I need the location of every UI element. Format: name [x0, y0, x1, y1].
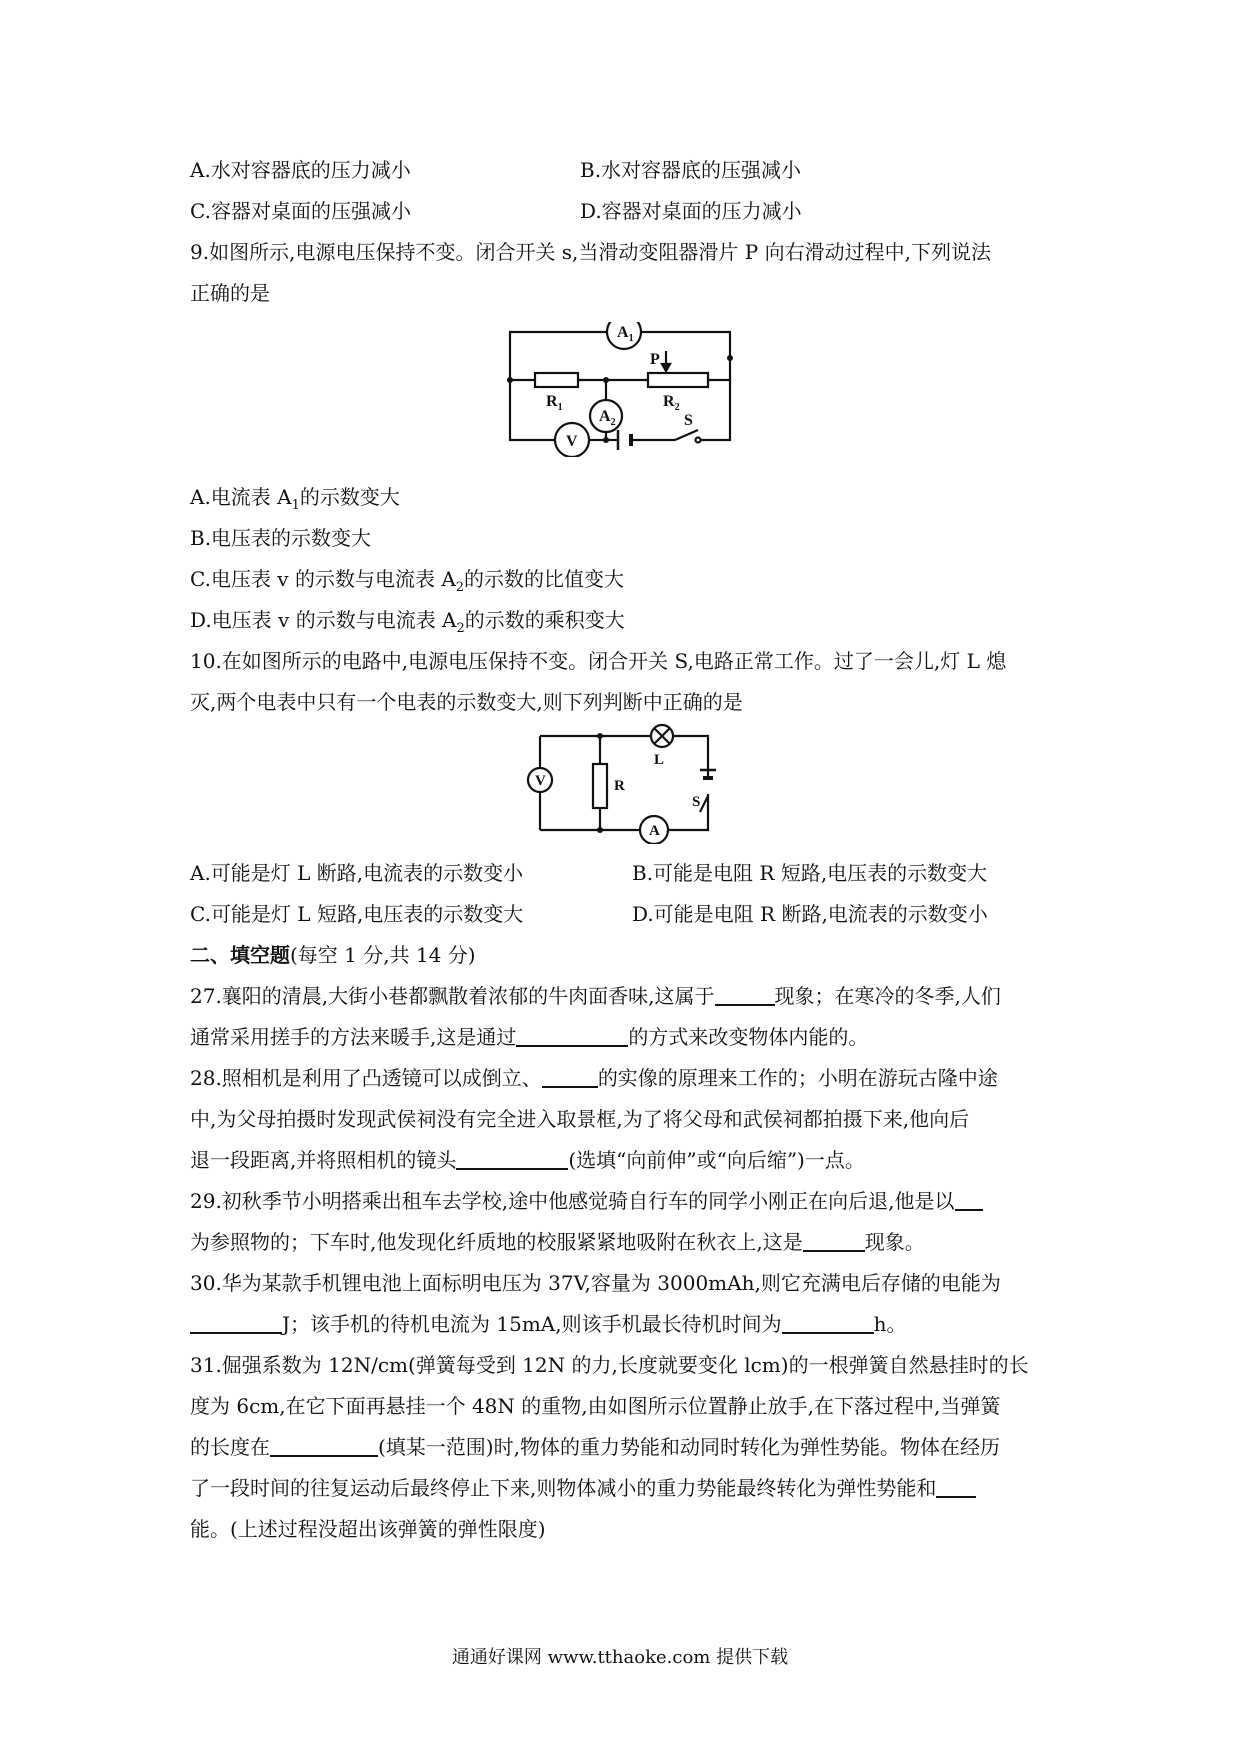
- q8-option-c: C.容器对桌面的压强减小: [190, 199, 411, 223]
- q28-line3: 退一段距离,并将照相机的镜头 (选填“向前伸”或“向后缩”)一点。: [190, 1148, 865, 1172]
- q10-stem-line2: 灭,两个电表中只有一个电表的示数变大,则下列判断中正确的是: [190, 690, 743, 714]
- q31-line5: 能。(上述过程没超出该弹簧的弹性限度): [190, 1517, 546, 1541]
- q9-stem-line1: 9.如图所示,电源电压保持不变。闭合开关 s,当滑动变阻器滑片 P 向右滑动过程中,下列说法: [190, 240, 991, 264]
- q10-option-b: B.可能是电阻 R 短路,电压表的示数变大: [632, 861, 988, 885]
- a1-label: $A_1$: [617, 324, 634, 344]
- answer-blank[interactable]: [542, 1066, 598, 1088]
- r-label: R: [614, 778, 625, 794]
- answer-blank[interactable]: [516, 1025, 628, 1047]
- answer-blank[interactable]: [456, 1148, 568, 1170]
- s-label: S: [684, 412, 693, 429]
- q10-circuit-diagram: [520, 722, 720, 844]
- l-label: L: [654, 752, 665, 768]
- answer-blank[interactable]: [270, 1435, 378, 1457]
- answer-blank[interactable]: [936, 1476, 976, 1498]
- answer-blank[interactable]: [782, 1312, 874, 1334]
- r2-label: $R_2$: [663, 393, 680, 413]
- a-label: A: [649, 823, 660, 839]
- answer-blank[interactable]: [715, 984, 775, 1006]
- q9-option-c: C.电压表 v 的示数与电流表 $A_2$的示数的比值变大: [190, 567, 625, 595]
- q10-stem-line1: 10.在如图所示的电路中,电源电压保持不变。闭合开关 S,电路正常工作。过了一会儿,灯 L 熄: [190, 649, 1007, 673]
- r1-resistor: [535, 373, 578, 387]
- q9-option-b: B.电压表的示数变大: [190, 526, 372, 550]
- q9-option-a: A.电流表 $A_1$的示数变大: [190, 485, 400, 513]
- q28-line1: 28.照相机是利用了凸透镜可以成倒立、 的实像的原理来工作的；小明在游玩古隆中途: [190, 1066, 998, 1090]
- q10-option-c: C.可能是灯 L 短路,电压表的示数变大: [190, 902, 524, 926]
- q8-option-a: A.水对容器底的压力减小: [190, 158, 411, 182]
- p-label: P: [650, 351, 660, 368]
- a2-label: $A_2$: [599, 408, 616, 428]
- q8-option-b: B.水对容器底的压强减小: [580, 158, 802, 182]
- resistor-r: [593, 764, 607, 808]
- r2-rheostat: [648, 373, 708, 387]
- q10-option-a: A.可能是灯 L 断路,电流表的示数变小: [190, 861, 524, 885]
- q31-line3: 的长度在 (填某一范围)时,物体的重力势能和动同时转化为弹性势能。物体在经历: [190, 1435, 1000, 1459]
- q8-option-d: D.容器对桌面的压力减小: [580, 199, 802, 223]
- q31-line2: 度为 6cm,在它下面再悬挂一个 48N 的重物,由如图所示位置静止放手,在下落过程中,当弹簧: [190, 1394, 1001, 1418]
- q9-circuit-diagram: [500, 322, 745, 457]
- q31-line1: 31.倔强系数为 12N/cm(弹簧每受到 12N 的力,长度就要变化 lcm)的一根弹簧自然悬挂时的长: [190, 1353, 1029, 1377]
- q27-line1: 27.襄阳的清晨,大街小巷都飘散着浓郁的牛肉面香味,这属于 现象；在寒冷的冬季,人们: [190, 984, 1001, 1008]
- v-label: V: [535, 773, 546, 789]
- q31-line4: 了一段时间的往复运动后最终停止下来,则物体减小的重力势能最终转化为弹性势能和: [190, 1473, 976, 1503]
- s-label: S: [692, 794, 701, 810]
- section-heading: 二、填空题(每空 1 分,共 14 分): [190, 943, 476, 967]
- q27-line2: 通常采用搓手的方法来暖手,这是通过 的方式来改变物体内能的。: [190, 1025, 869, 1049]
- q30-line2: J；该手机的待机电流为 15mA,则该手机最长待机时间为 h。: [190, 1309, 906, 1339]
- v-label: V: [566, 433, 578, 450]
- q10-option-d: D.可能是电阻 R 断路,电流表的示数变小: [632, 902, 988, 926]
- answer-blank[interactable]: [803, 1230, 865, 1252]
- q28-line2: 中,为父母拍摄时发现武侯祠没有完全进入取景框,为了将父母和武侯祠都拍摄下来,他向后: [190, 1107, 970, 1131]
- q30-line1: 30.华为某款手机锂电池上面标明电压为 37V,容量为 3000mAh,则它充满电后存储的电能为: [190, 1271, 1001, 1295]
- q9-option-d: D.电压表 v 的示数与电流表 $A_2$的示数的乘积变大: [190, 608, 625, 636]
- q29-line1: 29.初秋季节小明搭乘出租车去学校,途中他感觉骑自行车的同学小刚正在向后退,他是以: [190, 1186, 983, 1216]
- q9-stem-line2: 正确的是: [190, 281, 270, 305]
- footer-source: 通通好课网 www.tthaoke.com 提供下载: [451, 1647, 789, 1668]
- answer-blank[interactable]: [955, 1189, 983, 1211]
- q29-line2: 为参照物的；下车时,他发现化纤质地的校服紧紧地吸附在秋衣上,这是 现象。: [190, 1230, 925, 1254]
- r1-label: $R_1$: [546, 393, 563, 413]
- answer-blank[interactable]: [190, 1312, 282, 1334]
